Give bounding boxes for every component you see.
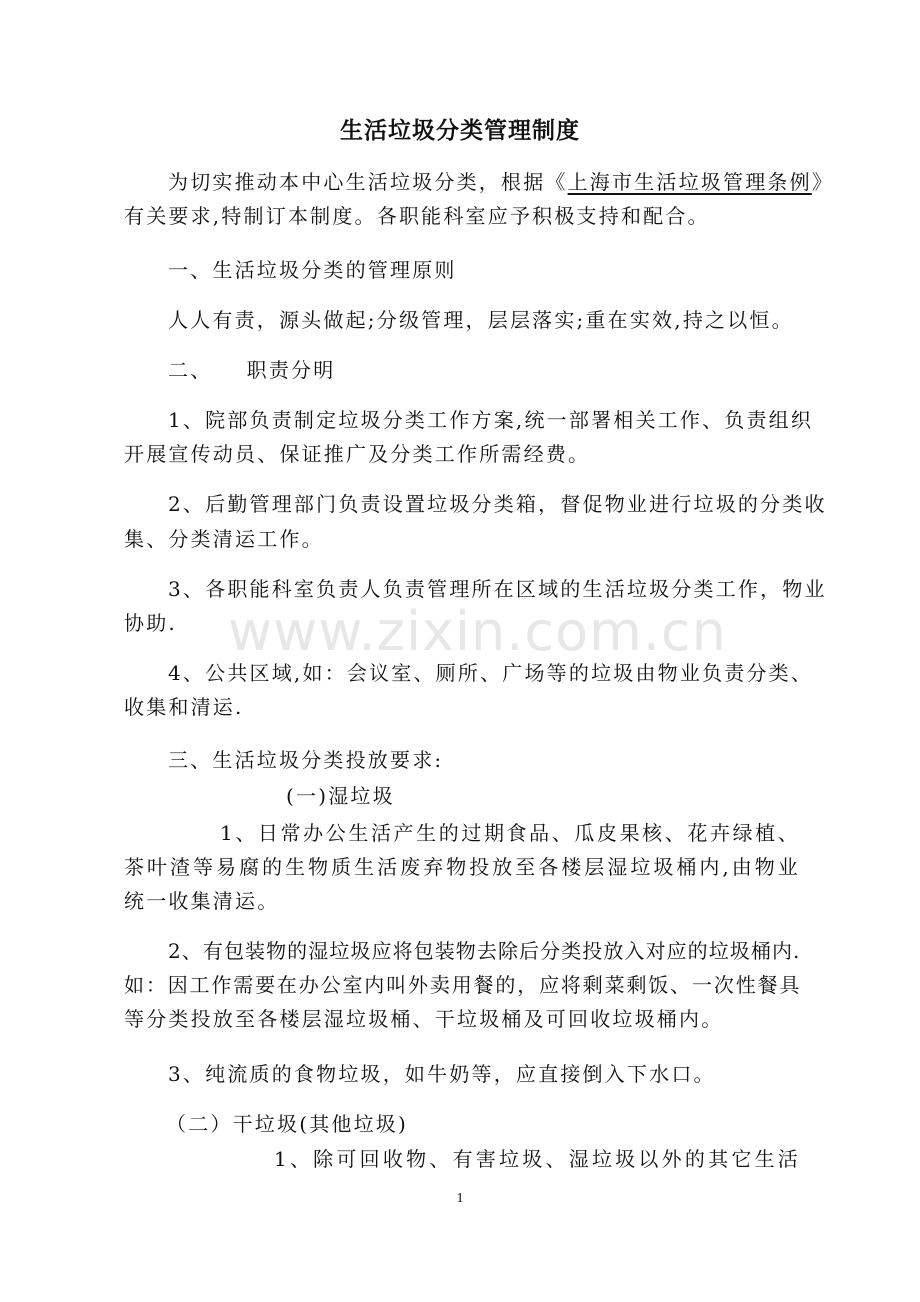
wet-waste-item1-line1: 1、日常办公生活产生的过期食品、瓜皮果核、花卉绿植、 (220, 821, 800, 845)
dry-waste-item1-line1: 1、除可回收物、有害垃圾、湿垃圾以外的其它生活 (274, 1147, 800, 1171)
section2-heading: 二、 职责分明 (168, 358, 336, 382)
wet-waste-item3: 3、纯流质的食物垃圾，如牛奶等，应直接倒入下水口。 (168, 1062, 716, 1086)
wet-waste-item2-line1: 2、有包装物的湿垃圾应将包装物去除后分类投放入对应的垃圾桶内. (168, 939, 800, 963)
section3-heading: 三、生活垃圾分类投放要求: (168, 748, 444, 772)
section2-item1-line2: 开展宣传动员、保证推广及分类工作所需经费。 (124, 442, 591, 466)
intro-line-2: 有关要求,特制订本制度。各职能科室应予积极支持和配合。 (124, 204, 710, 228)
document-title: 生活垃圾分类管理制度 (340, 118, 580, 144)
page-number: 1 (456, 1191, 464, 1206)
section2-item1-line1: 1、院部负责制定垃圾分类工作方案,统一部署相关工作、负责组织 (168, 408, 814, 432)
intro-text-after-link: 》 (811, 170, 835, 194)
section2-item2-line2: 集、分类清运工作。 (124, 527, 324, 551)
watermark: www.zixin.com.cn (228, 600, 727, 663)
section2-item3-line2: 协助. (124, 611, 177, 635)
wet-waste-item2-line2: 如：因工作需要在办公室内叫外卖用餐的，应将剩菜剩饭、一次性餐具 (124, 973, 800, 997)
section2-item4-line2: 收集和清运. (124, 695, 244, 719)
section2-item4-line1: 4、公共区域,如：会议室、厕所、广场等的垃圾由物业负责分类、 (168, 661, 814, 685)
dry-waste-heading: （二）干垃圾(其他垃圾) (166, 1112, 409, 1136)
regulation-link[interactable]: 上海市生活垃圾管理条例 (567, 170, 812, 194)
wet-waste-item1-line2: 茶叶渣等易腐的生物质生活废弃物投放至各楼层湿垃圾桶内,由物业 (124, 855, 800, 879)
intro-line-1 (124, 168, 835, 196)
wet-waste-heading: (一)湿垃圾 (286, 784, 395, 808)
wet-waste-item1-line3: 统一收集清运。 (124, 889, 280, 913)
section1-heading: 一、生活垃圾分类的管理原则 (168, 258, 457, 282)
section2-item3-line1: 3、各职能科室负责人负责管理所在区域的生活垃圾分类工作，物业 (168, 577, 827, 601)
intro-text-before-link: 为切实推动本中心生活垃圾分类，根据《 (168, 170, 568, 194)
section2-item2-line1: 2、后勤管理部门负责设置垃圾分类箱，督促物业进行垃圾的分类收 (168, 492, 827, 516)
wet-waste-item2-line3: 等分类投放至各楼层湿垃圾桶、干垃圾桶及可回收垃圾桶内。 (124, 1007, 724, 1031)
section1-body: 人人有责，源头做起;分级管理，层层落实;重在实效,持之以恒。 (168, 308, 794, 332)
